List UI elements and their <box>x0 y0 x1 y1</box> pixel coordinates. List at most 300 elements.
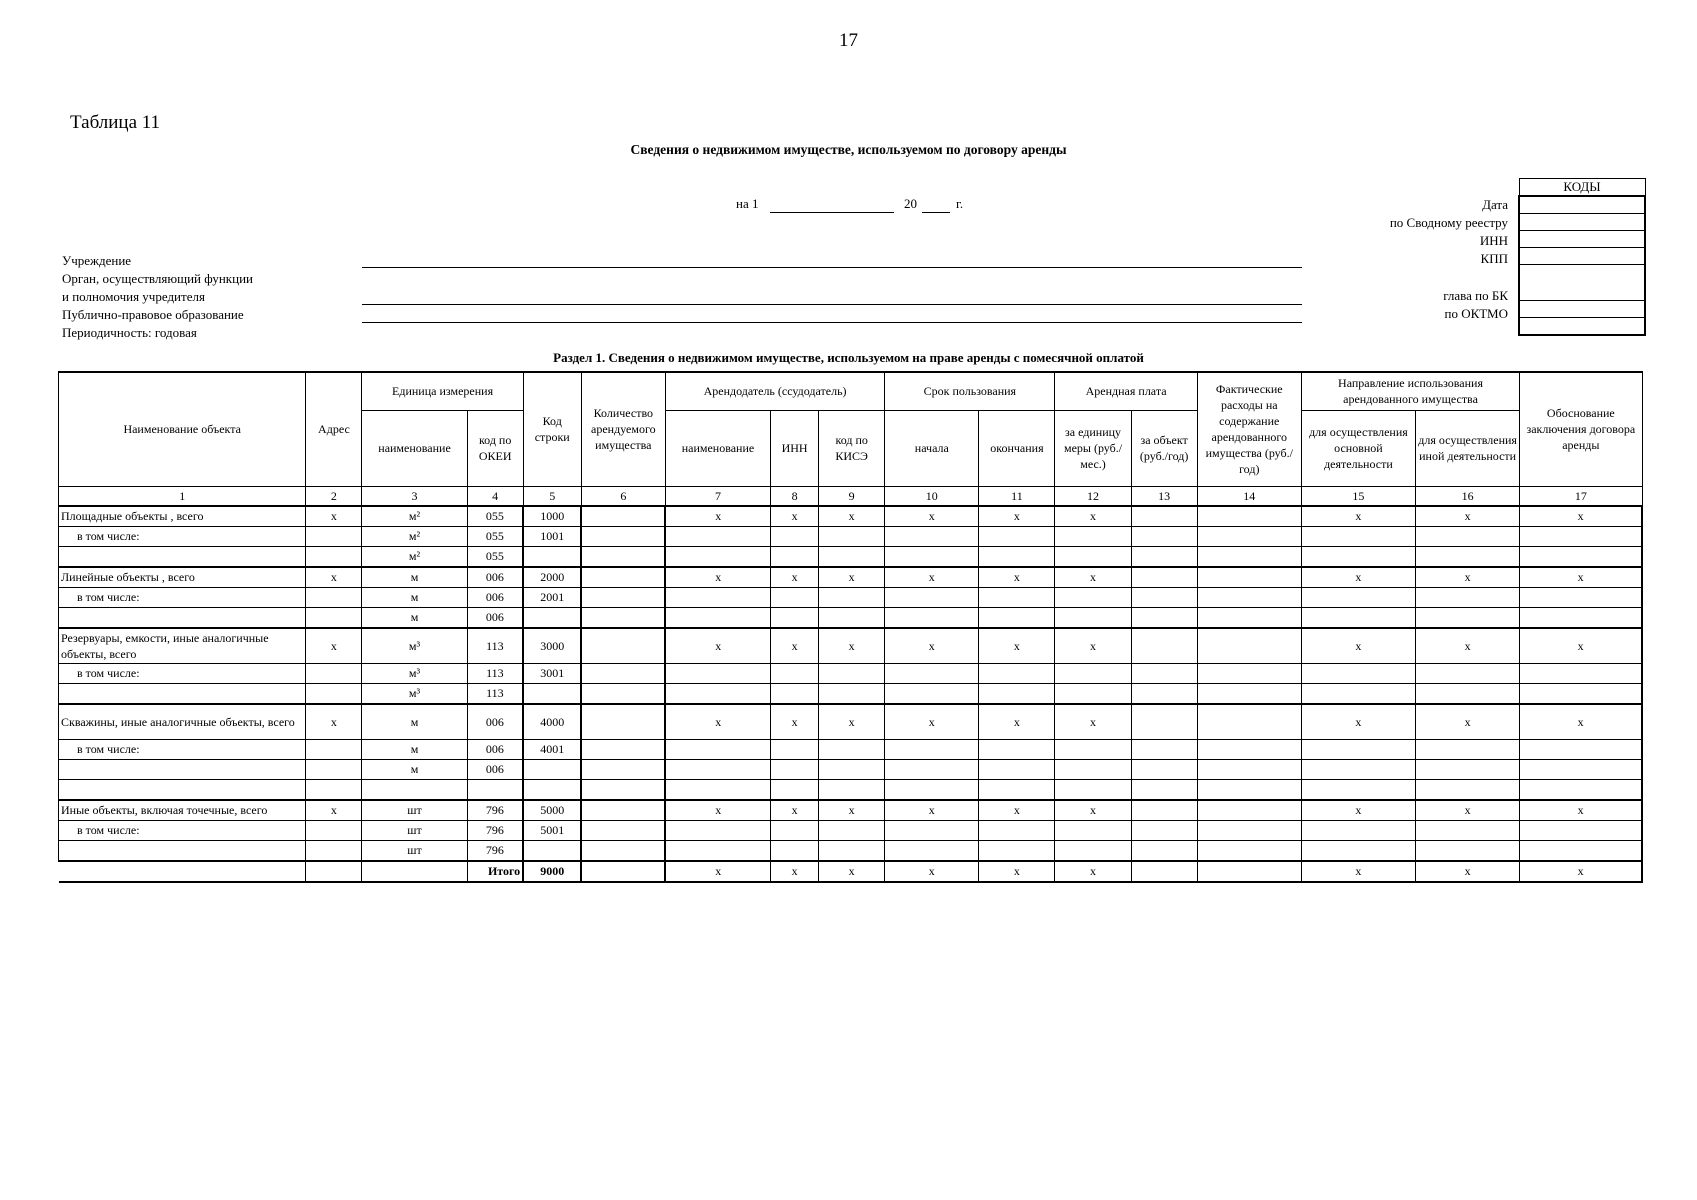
col-number: 15 <box>1301 486 1415 506</box>
x-mark-cell: x <box>1055 628 1131 664</box>
x-mark-cell: x <box>819 704 885 740</box>
input-cell[interactable] <box>1131 820 1197 840</box>
row-code-cell: 3001 <box>523 663 581 683</box>
input-cell[interactable] <box>771 546 819 567</box>
input-cell[interactable] <box>1055 779 1131 800</box>
input-cell[interactable] <box>819 587 885 607</box>
okei-cell <box>467 779 523 800</box>
total-spacer <box>59 861 306 882</box>
address-input-cell[interactable] <box>306 683 362 704</box>
input-cell[interactable] <box>771 526 819 546</box>
input-cell[interactable] <box>819 683 885 704</box>
input-cell[interactable] <box>819 759 885 779</box>
input-cell[interactable] <box>1055 607 1131 628</box>
x-mark-cell: x <box>1055 800 1131 821</box>
input-cell[interactable] <box>581 663 665 683</box>
address-input-cell[interactable] <box>306 607 362 628</box>
input-cell[interactable] <box>819 546 885 567</box>
input-cell[interactable] <box>665 683 770 704</box>
x-mark-cell: x <box>1416 506 1520 527</box>
input-cell[interactable] <box>771 587 819 607</box>
input-cell[interactable] <box>1197 704 1301 740</box>
input-cell[interactable] <box>1055 526 1131 546</box>
input-cell[interactable] <box>979 663 1055 683</box>
subrow <box>59 759 1643 779</box>
code-period-cell[interactable] <box>1519 318 1645 336</box>
input-cell[interactable] <box>1520 739 1642 759</box>
date-year-field[interactable] <box>922 212 950 213</box>
row-code-cell: 2001 <box>523 587 581 607</box>
input-cell[interactable] <box>979 607 1055 628</box>
input-cell[interactable] <box>1197 739 1301 759</box>
hdr-lessor-name: наименование <box>665 410 770 486</box>
input-cell[interactable] <box>1131 546 1197 567</box>
input-cell[interactable] <box>885 607 979 628</box>
input-cell[interactable] <box>771 779 819 800</box>
address-cell: x <box>306 567 362 588</box>
organ-field[interactable] <box>362 304 1302 305</box>
x-mark-cell: x <box>885 567 979 588</box>
address-input-cell[interactable] <box>306 587 362 607</box>
input-cell[interactable] <box>1131 567 1197 588</box>
address-input-cell[interactable] <box>306 759 362 779</box>
x-mark-cell: x <box>665 567 770 588</box>
input-cell[interactable] <box>1197 546 1301 567</box>
x-mark-cell: x <box>771 861 819 882</box>
code-label-oktmo: по ОКТМО <box>1444 306 1508 321</box>
x-mark-cell: x <box>979 567 1055 588</box>
input-cell[interactable] <box>1301 739 1415 759</box>
x-mark-cell: x <box>1520 704 1642 740</box>
input-cell[interactable] <box>885 739 979 759</box>
subrow <box>59 779 1643 800</box>
address-input-cell[interactable] <box>306 820 362 840</box>
address-input-cell[interactable] <box>306 779 362 800</box>
total-row <box>59 861 1643 882</box>
okei-cell: 006 <box>467 739 523 759</box>
input-cell[interactable] <box>1416 683 1520 704</box>
input-cell[interactable] <box>885 820 979 840</box>
input-cell[interactable] <box>665 546 770 567</box>
x-mark-cell: x <box>771 567 819 588</box>
code-inn-cell[interactable] <box>1519 231 1645 248</box>
input-cell[interactable] <box>979 759 1055 779</box>
unit-name-cell: шт <box>362 800 467 821</box>
code-kpp-cell[interactable] <box>1519 248 1645 265</box>
okei-cell: 796 <box>467 800 523 821</box>
subrow <box>59 587 1643 607</box>
input-cell[interactable] <box>1197 526 1301 546</box>
input-cell[interactable] <box>1301 663 1415 683</box>
input-cell[interactable] <box>1197 567 1301 588</box>
address-cell: x <box>306 506 362 527</box>
input-cell[interactable] <box>885 526 979 546</box>
group-total-row <box>59 800 1643 821</box>
unit-name-cell <box>362 779 467 800</box>
input-cell[interactable] <box>1131 861 1197 882</box>
input-cell[interactable] <box>885 587 979 607</box>
input-cell[interactable] <box>665 607 770 628</box>
input-cell[interactable] <box>1055 683 1131 704</box>
in-that-number-label: в том числе: <box>59 526 306 546</box>
input-cell[interactable] <box>1520 840 1642 861</box>
input-cell[interactable] <box>771 759 819 779</box>
total-code-cell: 9000 <box>523 861 581 882</box>
input-cell[interactable] <box>771 663 819 683</box>
hdr-rent-unit: за единицу меры (руб./мес.) <box>1055 410 1131 486</box>
input-cell[interactable] <box>581 800 665 821</box>
input-cell[interactable] <box>1416 607 1520 628</box>
unit-name-cell: м <box>362 704 467 740</box>
x-mark-cell: x <box>819 861 885 882</box>
x-mark-cell: x <box>1416 567 1520 588</box>
input-cell[interactable] <box>581 607 665 628</box>
code-bk-cell[interactable] <box>1519 265 1645 301</box>
okei-cell: 006 <box>467 759 523 779</box>
input-cell[interactable] <box>665 840 770 861</box>
input-cell[interactable] <box>819 779 885 800</box>
okei-cell: 006 <box>467 607 523 628</box>
hdr-lessor: Арендодатель (ссудодатель) <box>665 372 884 410</box>
row-code-cell: 1000 <box>523 506 581 527</box>
input-cell[interactable] <box>819 739 885 759</box>
input-cell[interactable] <box>1197 683 1301 704</box>
input-cell[interactable] <box>581 567 665 588</box>
input-cell[interactable] <box>665 663 770 683</box>
input-cell[interactable] <box>1301 759 1415 779</box>
row-code-cell: 2000 <box>523 567 581 588</box>
okei-cell: 796 <box>467 820 523 840</box>
x-mark-cell: x <box>885 861 979 882</box>
input-cell[interactable] <box>1197 861 1301 882</box>
input-cell[interactable] <box>885 840 979 861</box>
input-cell[interactable] <box>885 546 979 567</box>
hdr-term-end: окончания <box>979 410 1055 486</box>
object-name: Скважины, иные аналогичные объекты, всего <box>59 704 306 740</box>
input-cell[interactable] <box>581 526 665 546</box>
input-cell[interactable] <box>1520 759 1642 779</box>
hdr-unit: Единица измерения <box>362 372 523 410</box>
input-cell[interactable] <box>885 663 979 683</box>
x-mark-cell: x <box>1055 861 1131 882</box>
input-cell[interactable] <box>581 739 665 759</box>
x-mark-cell: x <box>1301 704 1415 740</box>
group-total-row <box>59 506 1643 527</box>
input-cell[interactable] <box>581 628 665 664</box>
input-cell[interactable] <box>665 759 770 779</box>
x-mark-cell: x <box>1520 861 1642 882</box>
input-cell[interactable] <box>1520 546 1642 567</box>
subrow-name-cell[interactable] <box>59 607 306 628</box>
main-table <box>58 371 1643 883</box>
hdr-name: Наименование объекта <box>59 372 306 486</box>
input-cell[interactable] <box>1416 739 1520 759</box>
input-cell[interactable] <box>771 683 819 704</box>
subrow <box>59 840 1643 861</box>
institution-field[interactable] <box>362 267 1302 268</box>
hdr-rent: Арендная плата <box>1055 372 1197 410</box>
hdr-term: Срок пользования <box>885 372 1055 410</box>
input-cell[interactable] <box>1131 628 1197 664</box>
row-code-cell <box>523 759 581 779</box>
x-mark-cell: x <box>819 506 885 527</box>
input-cell[interactable] <box>1197 607 1301 628</box>
input-cell[interactable] <box>1520 663 1642 683</box>
okei-cell: 113 <box>467 663 523 683</box>
input-cell[interactable] <box>1301 779 1415 800</box>
date-year-prefix: 20 <box>904 196 917 211</box>
input-cell[interactable] <box>1520 820 1642 840</box>
input-cell[interactable] <box>1055 820 1131 840</box>
hdr-dir-other: для осуществления иной деятельности <box>1416 410 1520 486</box>
address-input-cell[interactable] <box>306 739 362 759</box>
group-total-row <box>59 704 1643 740</box>
input-cell[interactable] <box>1416 587 1520 607</box>
codes-table <box>1518 178 1646 336</box>
input-cell[interactable] <box>771 739 819 759</box>
col-number: 12 <box>1055 486 1131 506</box>
input-cell[interactable] <box>581 840 665 861</box>
input-cell[interactable] <box>1131 779 1197 800</box>
row-code-cell: 5000 <box>523 800 581 821</box>
row-code-cell <box>523 546 581 567</box>
input-cell[interactable] <box>581 587 665 607</box>
object-name: Линейные объекты , всего <box>59 567 306 588</box>
col-number: 1 <box>59 486 306 506</box>
input-cell[interactable] <box>1131 587 1197 607</box>
input-cell[interactable] <box>1055 840 1131 861</box>
input-cell[interactable] <box>581 546 665 567</box>
input-cell[interactable] <box>665 739 770 759</box>
address-input-cell[interactable] <box>306 663 362 683</box>
date-prefix: на 1 <box>736 196 759 211</box>
input-cell[interactable] <box>885 759 979 779</box>
input-cell[interactable] <box>581 759 665 779</box>
input-cell[interactable] <box>665 526 770 546</box>
input-cell[interactable] <box>1416 759 1520 779</box>
input-cell[interactable] <box>1520 607 1642 628</box>
x-mark-cell: x <box>979 704 1055 740</box>
x-mark-cell: x <box>771 704 819 740</box>
unit-name-cell: шт <box>362 820 467 840</box>
x-mark-cell: x <box>665 861 770 882</box>
col-number: 2 <box>306 486 362 506</box>
input-cell[interactable] <box>1131 683 1197 704</box>
input-cell[interactable] <box>979 546 1055 567</box>
subrow <box>59 546 1643 567</box>
input-cell[interactable] <box>819 663 885 683</box>
input-cell[interactable] <box>1131 759 1197 779</box>
input-cell[interactable] <box>1055 546 1131 567</box>
subrow-name-cell[interactable] <box>59 546 306 567</box>
x-mark-cell: x <box>819 567 885 588</box>
object-name: Площадные объекты , всего <box>59 506 306 527</box>
col-number: 16 <box>1416 486 1520 506</box>
col-number: 13 <box>1131 486 1197 506</box>
input-cell[interactable] <box>1055 587 1131 607</box>
input-cell[interactable] <box>1301 820 1415 840</box>
input-cell[interactable] <box>979 779 1055 800</box>
input-cell[interactable] <box>1131 506 1197 527</box>
okei-cell: 006 <box>467 567 523 588</box>
input-cell[interactable] <box>1055 759 1131 779</box>
input-cell[interactable] <box>979 820 1055 840</box>
x-mark-cell: x <box>979 506 1055 527</box>
subrow-name-cell[interactable] <box>59 779 306 800</box>
input-cell[interactable] <box>1131 607 1197 628</box>
input-cell[interactable] <box>1131 739 1197 759</box>
input-cell[interactable] <box>885 779 979 800</box>
subrow <box>59 663 1643 683</box>
input-cell[interactable] <box>1301 526 1415 546</box>
row-code-cell: 5001 <box>523 820 581 840</box>
input-cell[interactable] <box>1131 800 1197 821</box>
input-cell[interactable] <box>1055 663 1131 683</box>
input-cell[interactable] <box>1301 546 1415 567</box>
address-input-cell[interactable] <box>306 526 362 546</box>
input-cell[interactable] <box>665 820 770 840</box>
unit-name-cell: м <box>362 567 467 588</box>
x-mark-cell: x <box>1416 800 1520 821</box>
hdr-lessor-inn: ИНН <box>771 410 819 486</box>
input-cell[interactable] <box>979 526 1055 546</box>
input-cell[interactable] <box>1416 840 1520 861</box>
input-cell[interactable] <box>1301 607 1415 628</box>
x-mark-cell: x <box>771 800 819 821</box>
x-mark-cell: x <box>1301 800 1415 821</box>
input-cell[interactable] <box>1520 587 1642 607</box>
input-cell[interactable] <box>819 820 885 840</box>
code-label-kpp: КПП <box>1480 251 1508 266</box>
subrow-name-cell[interactable] <box>59 759 306 779</box>
input-cell[interactable] <box>1197 628 1301 664</box>
input-cell[interactable] <box>1197 506 1301 527</box>
code-oktmo-cell[interactable] <box>1519 301 1645 318</box>
input-cell[interactable] <box>1197 663 1301 683</box>
input-cell[interactable] <box>581 820 665 840</box>
col-number: 17 <box>1520 486 1642 506</box>
hdr-term-start: начала <box>885 410 979 486</box>
code-date-cell[interactable] <box>1519 196 1645 214</box>
x-mark-cell: x <box>885 800 979 821</box>
label-institution: Учреждение <box>62 253 132 268</box>
address-cell: x <box>306 800 362 821</box>
okei-cell: 055 <box>467 546 523 567</box>
input-cell[interactable] <box>1520 683 1642 704</box>
input-cell[interactable] <box>1416 820 1520 840</box>
input-cell[interactable] <box>819 607 885 628</box>
in-that-number-label: в том числе: <box>59 587 306 607</box>
input-cell[interactable] <box>665 587 770 607</box>
input-cell[interactable] <box>979 840 1055 861</box>
x-mark-cell: x <box>1416 704 1520 740</box>
x-mark-cell: x <box>1301 506 1415 527</box>
okei-cell: 796 <box>467 840 523 861</box>
unit-name-cell: м <box>362 759 467 779</box>
input-cell[interactable] <box>1301 683 1415 704</box>
input-cell[interactable] <box>1416 546 1520 567</box>
input-cell[interactable] <box>1301 587 1415 607</box>
unit-name-cell: м³ <box>362 663 467 683</box>
input-cell[interactable] <box>771 820 819 840</box>
unit-name-cell: м <box>362 739 467 759</box>
input-cell[interactable] <box>581 779 665 800</box>
input-cell[interactable] <box>819 526 885 546</box>
x-mark-cell: x <box>1520 800 1642 821</box>
input-cell[interactable] <box>885 683 979 704</box>
input-cell[interactable] <box>1301 840 1415 861</box>
subrow <box>59 739 1643 759</box>
date-day-field[interactable] <box>770 212 894 213</box>
input-cell[interactable] <box>1520 779 1642 800</box>
input-cell[interactable] <box>665 779 770 800</box>
x-mark-cell: x <box>885 704 979 740</box>
table-name: Таблица 11 <box>70 112 161 133</box>
okei-cell: 006 <box>467 587 523 607</box>
x-mark-cell: x <box>979 628 1055 664</box>
row-code-cell <box>523 840 581 861</box>
x-mark-cell: x <box>665 704 770 740</box>
address-input-cell[interactable] <box>306 546 362 567</box>
code-registry-cell[interactable] <box>1519 214 1645 231</box>
input-cell[interactable] <box>1197 840 1301 861</box>
col-number: 11 <box>979 486 1055 506</box>
input-cell[interactable] <box>1197 759 1301 779</box>
subrow-name-cell[interactable] <box>59 683 306 704</box>
x-mark-cell: x <box>1416 861 1520 882</box>
input-cell[interactable] <box>581 861 665 882</box>
input-cell[interactable] <box>771 840 819 861</box>
input-cell[interactable] <box>581 506 665 527</box>
address-input-cell[interactable] <box>306 840 362 861</box>
input-cell[interactable] <box>1131 840 1197 861</box>
input-cell[interactable] <box>1131 704 1197 740</box>
hdr-basis: Обоснование заключения договора аренды <box>1520 372 1642 486</box>
input-cell[interactable] <box>979 739 1055 759</box>
x-mark-cell: x <box>1416 628 1520 664</box>
row-code-cell <box>523 607 581 628</box>
input-cell[interactable] <box>1416 663 1520 683</box>
input-cell[interactable] <box>1197 820 1301 840</box>
in-that-number-label: в том числе: <box>59 663 306 683</box>
input-cell[interactable] <box>979 587 1055 607</box>
input-cell[interactable] <box>1416 779 1520 800</box>
input-cell[interactable] <box>1197 587 1301 607</box>
input-cell[interactable] <box>1197 800 1301 821</box>
input-cell[interactable] <box>979 683 1055 704</box>
input-cell[interactable] <box>1131 526 1197 546</box>
row-code-cell: 4000 <box>523 704 581 740</box>
input-cell[interactable] <box>1131 663 1197 683</box>
x-mark-cell: x <box>665 800 770 821</box>
okei-cell: 113 <box>467 628 523 664</box>
col-number: 7 <box>665 486 770 506</box>
input-cell[interactable] <box>1197 779 1301 800</box>
input-cell[interactable] <box>581 683 665 704</box>
input-cell[interactable] <box>1416 526 1520 546</box>
okei-cell: 055 <box>467 506 523 527</box>
input-cell[interactable] <box>1055 739 1131 759</box>
subrow-name-cell[interactable] <box>59 840 306 861</box>
input-cell[interactable] <box>771 607 819 628</box>
row-code-cell <box>523 683 581 704</box>
x-mark-cell: x <box>665 506 770 527</box>
input-cell[interactable] <box>819 840 885 861</box>
x-mark-cell: x <box>1055 506 1131 527</box>
public-entity-field[interactable] <box>362 322 1302 323</box>
input-cell[interactable] <box>581 704 665 740</box>
input-cell[interactable] <box>1520 526 1642 546</box>
